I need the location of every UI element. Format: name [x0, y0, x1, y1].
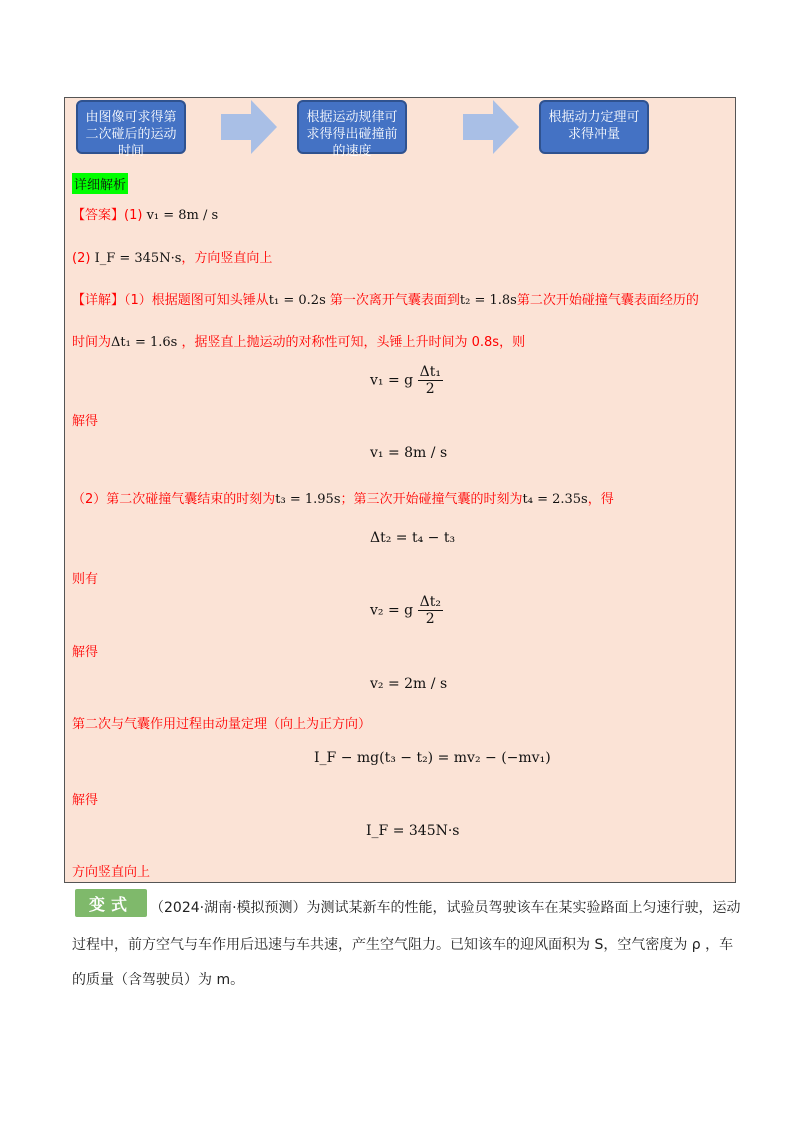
answer-part2-suffix: ，方向竖直向上	[181, 251, 273, 266]
answer-part1-prefix: (1)	[124, 208, 143, 223]
time-value: Δt₁ = 1.6s	[111, 335, 178, 350]
flow-arrow-icon	[221, 100, 277, 154]
time-value: t₄ = 2.35s	[522, 492, 588, 507]
explanation-text: （1）根据题图可知头锤从	[124, 293, 269, 308]
solve-label-1: 解得	[72, 414, 99, 429]
time-value: t₂ = 1.8s	[459, 293, 517, 308]
flow-step-2: 根据运动规律可求得得出碰撞前的速度	[297, 100, 407, 154]
equation-lhs: v₁ = g	[370, 372, 414, 389]
explanation-text: ；第三次开始碰撞气囊的时刻为	[340, 492, 523, 507]
answer-line-2	[72, 247, 272, 266]
variant-line-1: （2024·湖南·模拟预测）为测试某新车的性能，试验员驾驶该车在某实验路面上匀速行驶，运动	[150, 900, 741, 916]
solve-label-3: 解得	[72, 793, 99, 808]
equation-5: v₂ = 2m / s	[370, 676, 448, 692]
fraction	[418, 594, 443, 627]
explanation-text: 第二次开始碰撞气囊表面经历的	[516, 293, 699, 308]
equation-6: I_F − mg(t₃ − t₂) = mv₂ − (−mv₁)	[314, 750, 551, 766]
variant-line-2: 过程中，前方空气与车作用后迅速与车共速，产生空气阻力。已知该车的迎风面积为 S，空气密度为 ρ ，车	[72, 937, 734, 953]
explanation-line-3	[72, 488, 614, 507]
equation-2: v₁ = 8m / s	[370, 445, 448, 461]
equation-1	[370, 364, 443, 397]
equation-lhs: v₂ = g	[370, 602, 414, 619]
fraction-numerator: Δt₁	[419, 364, 441, 380]
answer-part2-eq: I_F = 345N·s	[94, 251, 182, 266]
explanation-text: 时间为	[72, 335, 112, 350]
explanation-text: 第一次离开气囊表面到	[329, 293, 460, 308]
flow-step-3: 根据动力定理可求得冲量	[539, 100, 649, 154]
time-value: t₁ = 0.2s	[268, 293, 326, 308]
variant-line-3: 的质量（含驾驶员）为 m。	[72, 972, 245, 988]
equation-3: Δt₂ = t₄ − t₃	[370, 530, 456, 546]
detail-label: 详细解析	[72, 173, 128, 194]
explanation-text: （2）第二次碰撞气囊结束的时刻为	[72, 492, 276, 507]
answer-label: 【答案】	[72, 208, 125, 223]
explanation-line-2	[72, 331, 525, 350]
then-label: 则有	[72, 572, 99, 587]
flow-step-1: 由图像可求得第二次碰后的运动时间	[76, 100, 186, 154]
fraction-numerator: Δt₂	[419, 594, 441, 610]
explanation-line-1	[72, 289, 699, 308]
answer-line-1	[72, 204, 218, 223]
explanation-text: ，据竖直上抛运动的对称性可知，头锤上升时间为 0.8s，则	[181, 335, 526, 350]
fraction	[418, 364, 443, 397]
final-direction: 方向竖直向上	[72, 865, 151, 880]
variant-tag-label: 变式	[88, 895, 133, 914]
explanation-label: 【详解】	[72, 293, 125, 308]
solve-label-2: 解得	[72, 645, 99, 660]
equation-7: I_F = 345N·s	[366, 823, 460, 839]
answer-part1-eq: v₁ = 8m / s	[146, 208, 219, 223]
equation-4	[370, 594, 443, 627]
fraction-denominator: 2	[425, 381, 435, 397]
time-value: t₃ = 1.95s	[275, 492, 341, 507]
answer-part2-prefix: (2)	[72, 251, 91, 266]
variant-tag	[75, 889, 147, 917]
fraction-denominator: 2	[425, 611, 435, 627]
explanation-line-4: 第二次与气囊作用过程由动量定理（向上为正方向）	[72, 717, 372, 732]
explanation-text: ，得	[587, 492, 614, 507]
flow-arrow-icon	[463, 100, 519, 154]
